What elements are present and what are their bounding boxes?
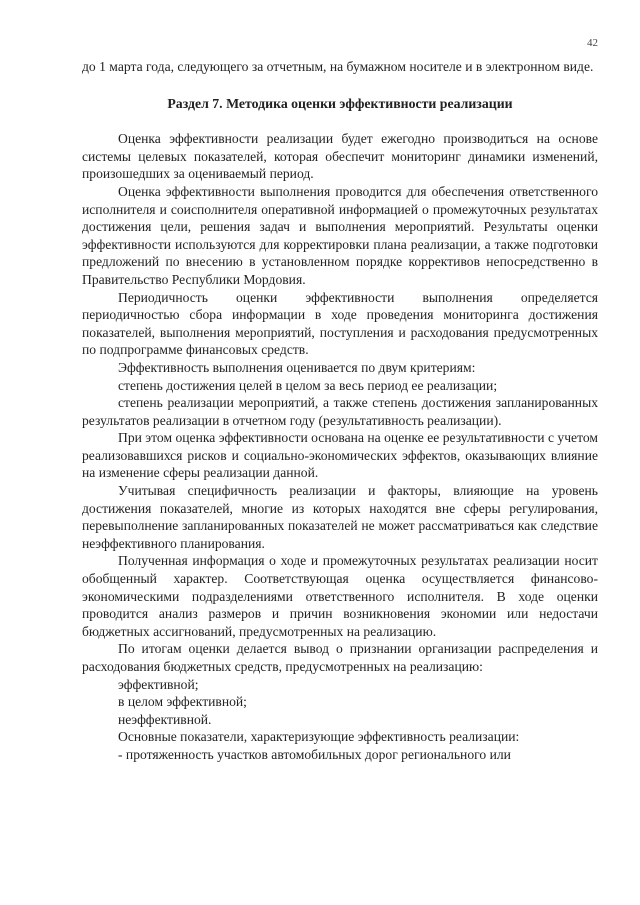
paragraph: степень достижения целей в целом за весь период ее реализации; <box>118 377 498 393</box>
paragraph: Оценка эффективности выполнения проводится для обеспечения ответственного исполнителя и соисполнителя оперативной информацией о промежуточных результатах достижения цели, решения задач и выполнения мероприятий. Результаты оценки эффективности используются для корректировки плана реализации, а также подготовки предложений по внесению в установленном порядке коррективов непосредственно в Правительство Республики Мордовия. <box>82 183 598 287</box>
paragraph: степень реализации мероприятий, а также степень достижения запланированных результатов реализации в отчетном году (результативность реализации). <box>82 395 598 428</box>
paragraph: Полученная информация о ходе и промежуточных результатах реализации носит обобщенный характер. Соответствующая оценка осуществляется финансово-экономическими подразделениями ответственного исполнителя. В ходе оценки проводится анализ размеров и причин возникновения экономии или недостачи бюджетных ассигнований, предусмотренных на реализацию. <box>82 553 598 639</box>
list-item: эффективной; <box>118 676 199 692</box>
paragraph: При этом оценка эффективности основана на оценке ее результативности с учетом реализовавшихся рисков и социально-экономических эффектов, оказывающих влияние на изменение сферы реализации данной. <box>82 430 598 481</box>
paragraph: Основные показатели, характеризующие эффективность реализации: <box>118 729 520 745</box>
paragraph: По итогам оценки делается вывод о признании организации распределения и расходования бюджетных средств, предусмотренных на реализацию: <box>82 641 598 674</box>
paragraph: Эффективность выполнения оценивается по двум критериям: <box>118 359 476 375</box>
document-body <box>82 58 598 764</box>
list-item: неэффективной. <box>118 711 212 727</box>
list-item: в целом эффективной; <box>118 694 247 710</box>
paragraph: Периодичность оценки эффективности выполнения определяется периодичностью сбора информации в ходе проведения мониторинга достижения показателей, выполнения мероприятий, поступления и расходования предусмотренных по подпрограмме финансовых средств. <box>82 289 598 358</box>
paragraph: Учитывая специфичность реализации и факторы, влияющие на уровень достижения показателей, многие из которых находятся вне сферы регулирования, перевыполнение запланированных показателей не может рассматриваться как следствие неэффективного планирования. <box>82 483 598 551</box>
section-title: Раздел 7. Методика оценки эффективности реализации <box>167 95 513 111</box>
paragraph-continuation: до 1 марта года, следующего за отчетным, на бумажном носителе и в электронном виде. <box>82 59 594 74</box>
paragraph: - протяженность участков автомобильных дорог регионального или <box>118 746 511 762</box>
page-number: 42 <box>587 37 598 49</box>
paragraph: Оценка эффективности реализации будет ежегодно производиться на основе системы целевых показателей, которая обеспечит мониторинг динамики изменений, произошедших за оцениваемый период. <box>82 131 598 182</box>
